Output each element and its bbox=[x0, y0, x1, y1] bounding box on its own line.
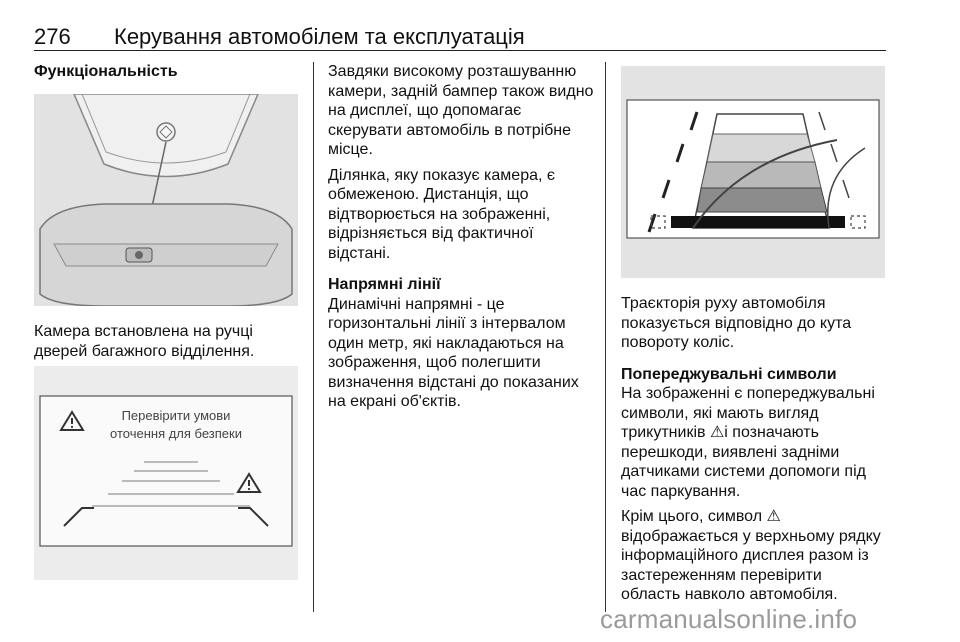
screen-warning-line1: Перевірити умови bbox=[121, 408, 231, 423]
warning-triangle-icon: ⚠ bbox=[766, 508, 781, 525]
car-rear-illustration bbox=[34, 94, 298, 306]
column-3 bbox=[621, 294, 887, 605]
text-line: Ділянка, яку показує камера, є bbox=[328, 166, 556, 184]
page-number: 276 bbox=[34, 24, 71, 49]
screen-warning-line2: оточення для безпеки bbox=[110, 426, 242, 441]
text-line: зображення, щоб полегшити bbox=[328, 354, 541, 371]
text-line: датчиками системи допомоги під bbox=[621, 463, 866, 480]
text-line: інформаційного дисплея разом із bbox=[621, 547, 869, 564]
camera-display bbox=[34, 366, 298, 580]
text-line: відрізняється від фактичної bbox=[328, 225, 534, 242]
text-line: символи, які мають вигляд bbox=[621, 404, 819, 422]
text-line: місце. bbox=[328, 141, 373, 158]
text-line: показується відповідно до кута bbox=[621, 314, 852, 332]
text-line: відстані. bbox=[328, 244, 391, 262]
column-divider bbox=[313, 62, 314, 612]
text-line: скерувати автомобіль в потрібне bbox=[328, 121, 572, 139]
text-line: повороту коліс. bbox=[621, 334, 735, 351]
camera-screen-figure bbox=[34, 366, 298, 580]
text-fragment: і позначають bbox=[724, 424, 819, 441]
text-line: застереженням перевірити bbox=[621, 566, 822, 584]
column-2 bbox=[328, 62, 598, 412]
text-line: на дисплеї, що допомагає bbox=[328, 102, 522, 119]
text-line: Завдяки високому розташуванню bbox=[328, 63, 577, 80]
column-divider bbox=[605, 62, 606, 612]
text-line: камери, задній бампер також видно bbox=[328, 82, 594, 100]
column-1 bbox=[34, 62, 298, 82]
text-line-with-icon bbox=[621, 507, 887, 527]
text-line: час паркування. bbox=[621, 482, 741, 500]
text-line: Траєкторія руху автомобіля bbox=[621, 295, 826, 312]
text-line: горизонтальні лінії з інтервалом bbox=[328, 315, 566, 332]
text-line: на екрані об'єктів. bbox=[328, 393, 461, 410]
paragraph-camera-position bbox=[328, 62, 598, 160]
section-title: Попереджувальні символи bbox=[621, 365, 837, 383]
text-line: відображається у верхньому рядку bbox=[621, 527, 881, 545]
section-title: Функціональність bbox=[34, 63, 178, 80]
camera-location-figure bbox=[34, 94, 298, 306]
text-line: На зображенні є попереджувальні bbox=[621, 385, 875, 402]
text-line: перешкоди, виявлені задніми bbox=[621, 443, 840, 461]
text-line: обмеженою. Дистанція, що bbox=[328, 186, 529, 203]
trajectory-display bbox=[621, 66, 885, 278]
paragraph-guide-lines bbox=[328, 295, 598, 412]
paragraph-camera-area bbox=[328, 166, 598, 264]
text-line: область навколо автомобіля. bbox=[621, 586, 838, 603]
chapter-title: Керування автомобілем та експлуатація bbox=[114, 24, 525, 49]
section-title: Напрямні лінії bbox=[328, 276, 441, 293]
paragraph-trajectory bbox=[621, 294, 887, 353]
watermark: carmanualsonline.info bbox=[600, 604, 858, 634]
text-line: визначення відстані до показаних bbox=[328, 373, 579, 391]
page-header bbox=[34, 14, 886, 51]
text-line: відтворюється на зображенні, bbox=[328, 205, 551, 223]
warning-triangle-icon: ⚠ bbox=[709, 424, 725, 441]
text-line-with-icon bbox=[621, 423, 887, 443]
text-line: один метр, які накладаються на bbox=[328, 334, 564, 352]
text-line: Динамічні напрямні - це bbox=[328, 295, 505, 313]
camera-caption bbox=[34, 322, 298, 361]
paragraph-info-display bbox=[621, 507, 887, 605]
caption-line: дверей багажного відділення. bbox=[34, 342, 255, 360]
text-fragment: трикутників bbox=[621, 424, 710, 441]
text-fragment: Крім цього, символ bbox=[621, 508, 767, 525]
paragraph-warning-symbols bbox=[621, 384, 887, 501]
caption-line: Камера встановлена на ручці bbox=[34, 323, 253, 340]
trajectory-figure bbox=[621, 66, 885, 278]
